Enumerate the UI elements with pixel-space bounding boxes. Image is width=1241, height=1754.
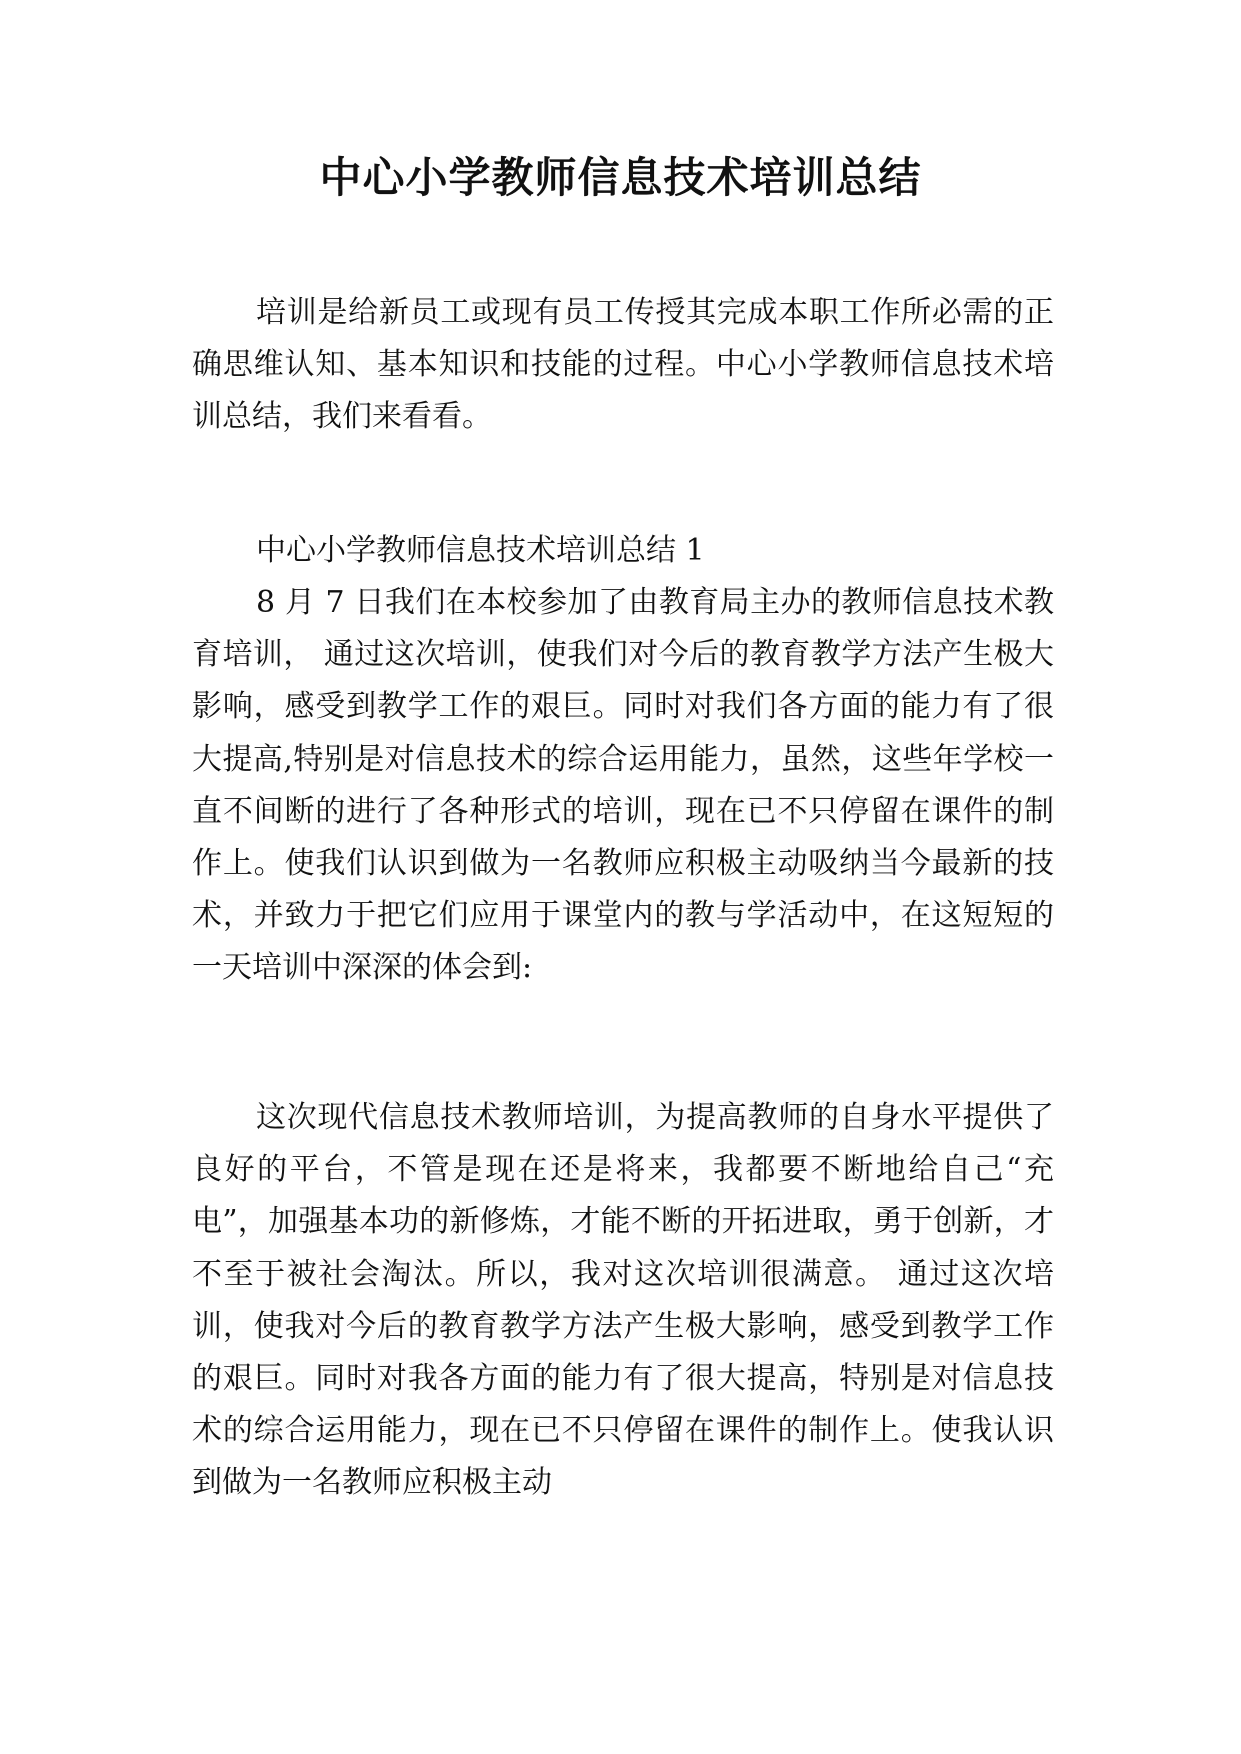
body-paragraph-1: 8 月 7 日我们在本校参加了由教育局主办的教师信息技术教育培训， 通过这次培训，使我们对今后的教育教学方法产生极大影响，感受到教学工作的艰巨。同时对我们各方面的能力有了很大提高,特别是对信息技术的综合运用能力，虽然，这些年学校一直不间断的进行了各种形式的培训，现在已不只停留在课件的制作上。使我们认识到做为一名教师应积极主动吸纳当今最新的技术，并致力于把它们应用于课堂内的教与学活动中，在这短短的一天培训中深深的体会到:: [192, 585, 1054, 986]
document-title: 中心小学教师信息技术培训总结: [319, 153, 922, 202]
intro-paragraph: 培训是给新员工或现有员工传授其完成本职工作所必需的正确思维认知、基本知识和技能的过程。中心小学教师信息技术培训总结，我们来看看。: [192, 295, 1054, 435]
body-paragraph-2: 这次现代信息技术教师培训，为提高教师的自身水平提供了良好的平台，不管是现在还是将来，我都要不断地给自己“充电”，加强基本功的新修炼，才能不断的开拓进取，勇于创新，才不至于被社会淘汰。所以，我对这次培训很满意。 通过这次培训，使我对今后的教育教学方法产生极大影响，感受到教学工作的艰巨。同时对我各方面的能力有了很大提高，特别是对信息技术的综合运用能力，现在已不只停留在课件的制作上。使我认识到做为一名教师应积极主动: [192, 1100, 1054, 1501]
section-heading: 中心小学教师信息技术培训总结 1: [256, 533, 705, 568]
